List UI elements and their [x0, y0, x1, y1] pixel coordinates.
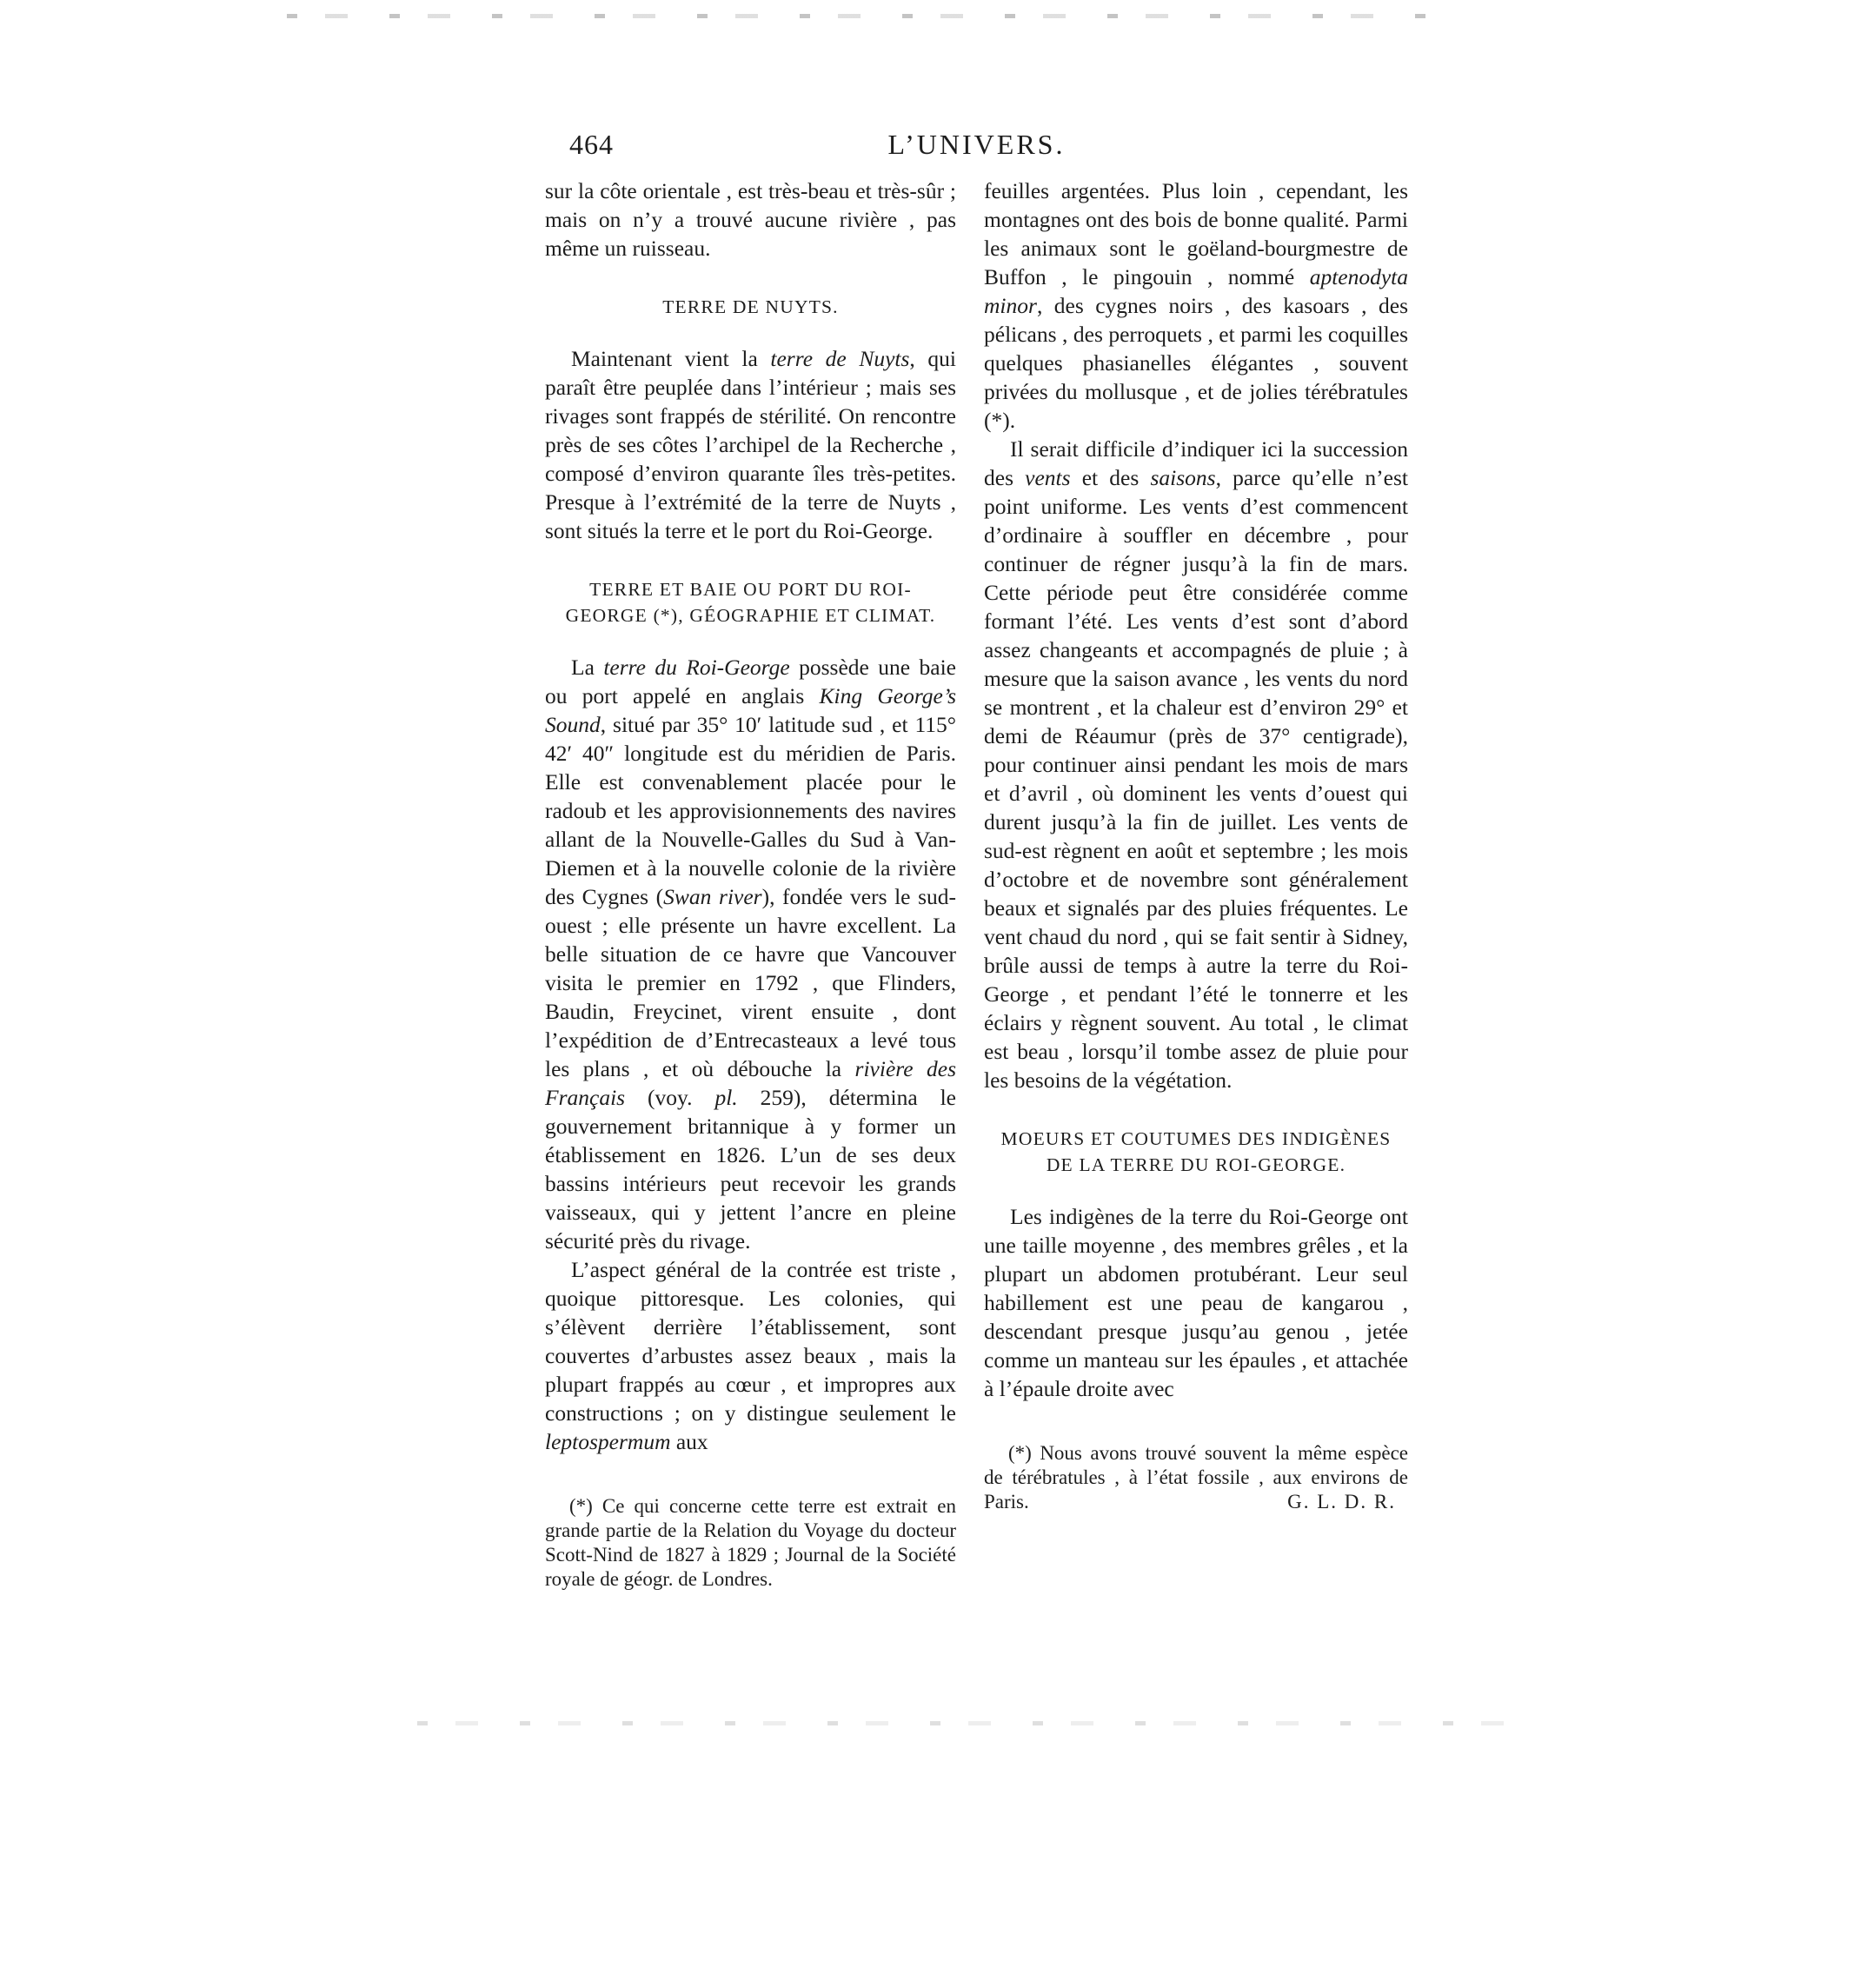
paragraph-terre-de-nuyts: Maintenant vient la terre de Nuyts, qui paraît être peuplée dans l’intérieur ; mais ses rivages sont frappés de stérilité. On rencontre près de ses côtes l’archipel de la Recherche , composé d’environ quarante îles très-petites. Presque à l’extrémité de la terre de Nuyts , sont situés la terre et le port du Roi-George. [545, 346, 956, 543]
scan-artifact-bottom [417, 1721, 1504, 1725]
left-column [545, 176, 956, 1592]
footnote-right-signature: G. L. D. R. [1287, 1491, 1396, 1513]
right-column [984, 176, 1408, 1592]
heading-terre-de-nuyts: TERRE DE NUYTS. [662, 296, 839, 317]
scan-artifact-top [287, 14, 1434, 18]
heading-moeurs-coutumes: MOEURS ET COUTUMES DES INDIGÈNES DE LA TERRE DU ROI-GEORGE. [1000, 1128, 1392, 1175]
footnote-left-text: (*) Ce qui concerne cette terre est extrait en grande partie de la Relation du Voyage du docteur Scott-Nind de 1827 à 1829 ; Journal de la Société royale de géogr. de Londres. [545, 1495, 956, 1590]
text-columns [545, 176, 1408, 1592]
paragraph-roi-george-aspect: L’aspect général de la contrée est triste , quoique pittoresque. Les colonies, qui s’élèvent derrière l’établissement, sont couvertes d’arbustes assez beaux , mais la plupart frappés au cœur , et impropres aux constructions ; on y distingue seulement le leptospermum aux [545, 1257, 956, 1454]
running-title: L’UNIVERS. [887, 129, 1066, 160]
footnote-right [984, 1441, 1408, 1514]
paragraph-roi-george-geographie: La terre du Roi-George possède une baie ou port appelé en anglais King George’s Sound, situé par 35° 10′ latitude sud , et 115° 42′ 40″ longitude est du méridien de Paris. Elle est convenablement placée pour le radoub et les approvisionnements des navires allant de la Nouvelle-Galles du Sud à Van-Diemen et à la nouvelle colonie de la rivière des Cygnes (Swan river), fondée vers le sud-ouest ; elle présente un havre excellent. La belle situation de ce havre que Vancouver visita le premier en 1792 , que Flinders, Baudin, Freycinet, virent ensuite , dont l’expédition de d’Entrecasteaux a levé tous les plans , et où débouche la rivière des Français (voy. pl. 259), détermina le gouvernement britannique à y former un établissement en 1826. L’un de ses deux bassins intérieurs peut recevoir les grands vaisseaux, qui y jettent l’ancre en pleine sécurité près du rivage. [545, 655, 957, 1253]
page-number: 464 [569, 129, 614, 160]
footnote-left [545, 1494, 956, 1592]
footnote-right-text: (*) Nous avons trouvé souvent la même espèce de térébratules , à l’état fossile , aux environs de Paris. [984, 1442, 1408, 1513]
paragraph-continuation: sur la côte orientale , est très-beau et très-sûr ; mais on n’y a trouvé aucune rivière , pas même un ruisseau. [545, 178, 956, 261]
paragraph-vents-saisons: Il serait difficile d’indiquer ici la succession des vents et des saisons, parce qu’elle n’est point uniforme. Les vents d’est commencent d’ordinaire à souffler en décembre , pour continuer de régner jusqu’à la fin de mars. Cette période peut être considérée comme formant l’été. Les vents d’est sont d’abord assez changeants et accompagnés de pluie ; à mesure que la saison avance , les vents du nord se montrent , et la chaleur est d’environ 29° et demi de Réaumur (près de 37° centigrade), pour continuer ainsi pendant les mois de mars et d’avril , où dominent les vents d’ouest qui durent jusqu’à la fin de juillet. Les vents de sud-est règnent en août et septembre ; les mois d’octobre et de novembre sont généralement beaux et signalés par des pluies fréquentes. Le vent chaud du nord , qui se fait sentir à Sidney, brûle aussi de temps à autre la terre du Roi-George , et pendant l’été le tonnerre et les éclairs y règnent souvent. Au total , le climat est beau , lorsqu’il tombe assez de pluie pour les besoins de la végétation. [984, 436, 1408, 1093]
paragraph-indigenes: Les indigènes de la terre du Roi-George ont une taille moyenne , des membres grêles , et la plupart un abdomen protubérant. Leur seul habillement est une peau de kangarou , descendant presque jusqu’au genou , jetée comme un manteau sur les épaules , et attachée à l’épaule droite avec [984, 1204, 1408, 1401]
page-header [545, 129, 1408, 163]
paragraph-faune-flore: feuilles argentées. Plus loin , cependant, les montagnes ont des bois de bonne qualité. Parmi les animaux sont le goëland-bourgmestre de Buffon , le pingouin , nommé aptenodyta minor, des cygnes noirs , des kasoars , des pélicans , des perroquets , et parmi les coquilles quelques phasianelles élégantes , souvent privées du mollusque , et de jolies térébratules (*). [984, 178, 1408, 433]
heading-roi-george: TERRE ET BAIE OU PORT DU ROI-GEORGE (*), GÉOGRAPHIE ET CLIMAT. [565, 579, 936, 626]
footnote-right-paragraph [984, 1441, 1408, 1514]
